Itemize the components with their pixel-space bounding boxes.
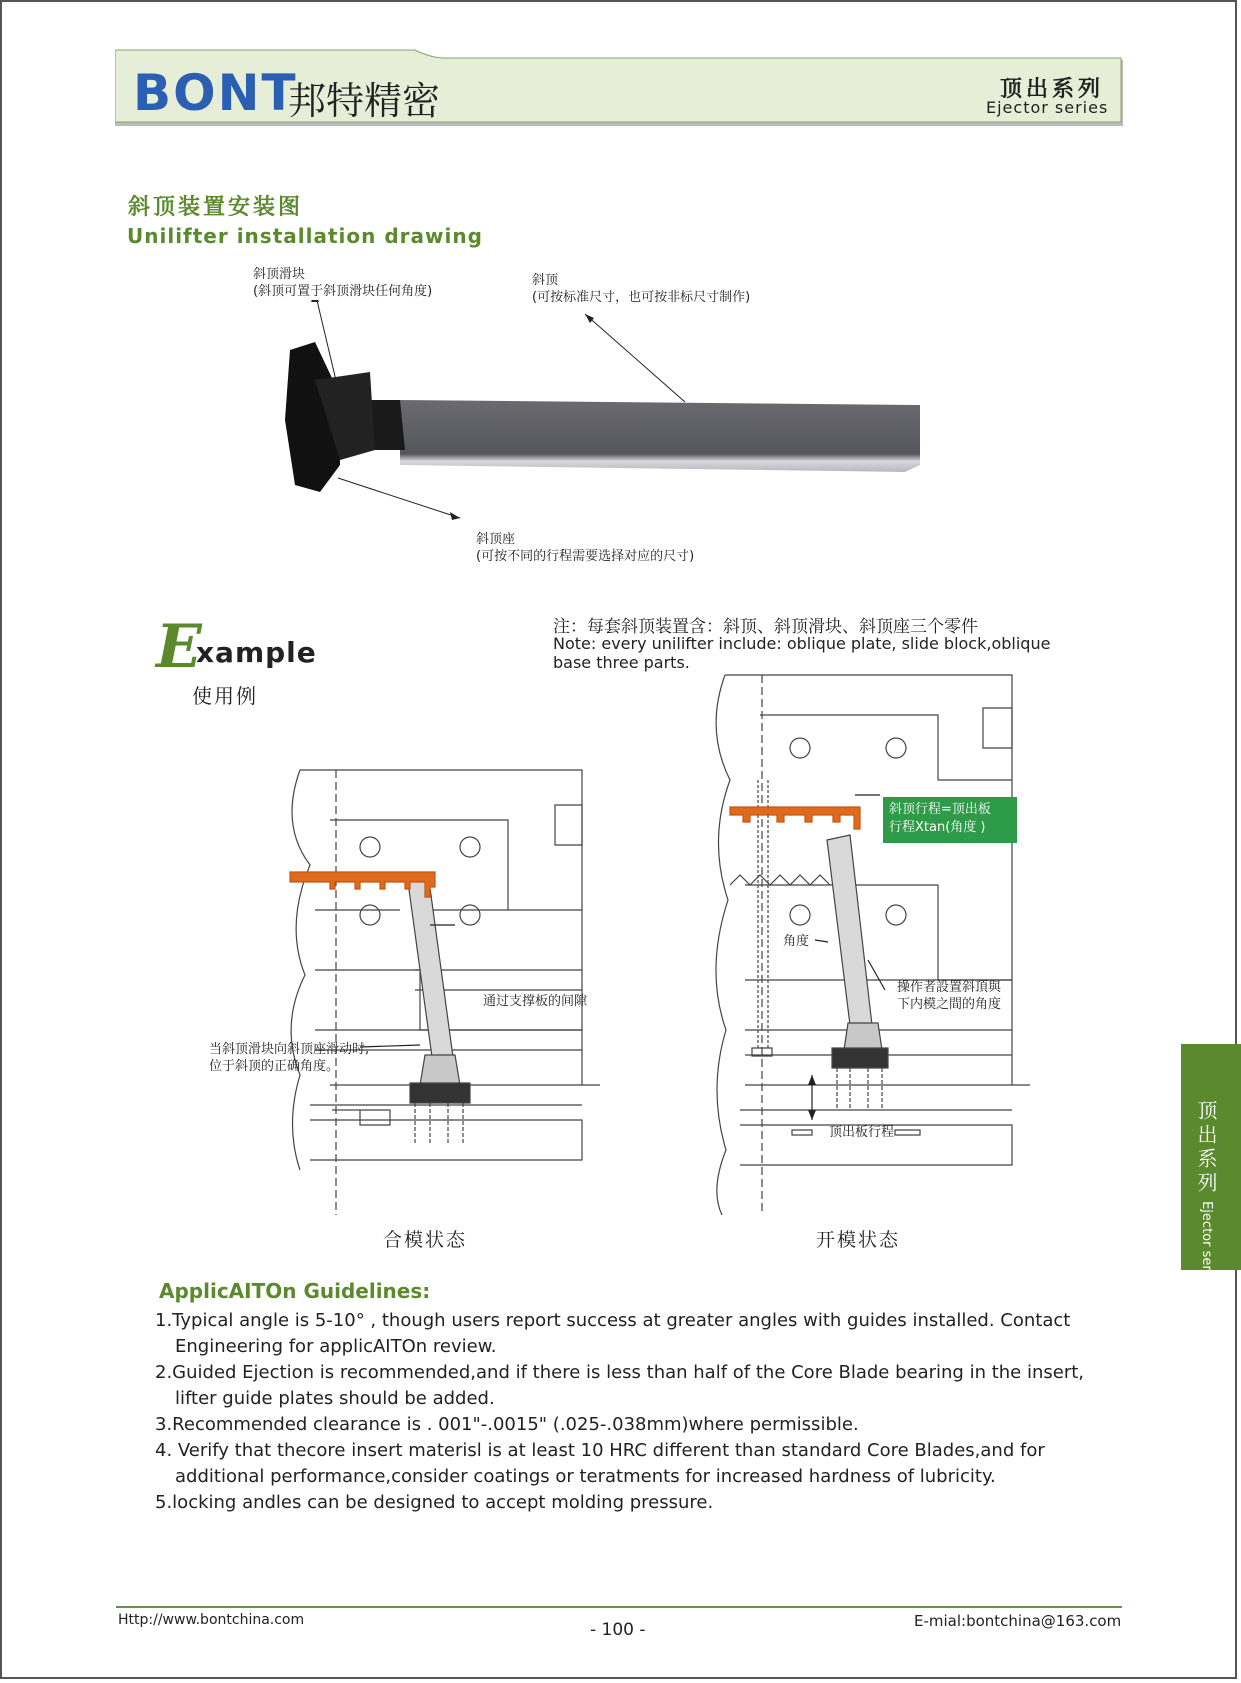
footer-url[interactable]: Http://www.bontchina.com bbox=[118, 1612, 305, 1628]
note-cn: 注：每套斜顶装置含：斜顶、斜顶滑块、斜顶座三个零件 bbox=[553, 617, 978, 637]
label-angle: 角度 bbox=[783, 934, 810, 949]
stroke-formula-2: 行程Xtan(角度 ) bbox=[889, 820, 986, 835]
callout-base-title: 斜顶座 bbox=[476, 532, 516, 547]
example-title-cn: 使用例 bbox=[192, 684, 258, 708]
section-title-cn: 斜顶装置安装图 bbox=[128, 195, 304, 220]
brand-name-cn: 邦特精密 bbox=[288, 79, 441, 123]
example-initial: E bbox=[156, 612, 202, 682]
callout-slide-block-desc: (斜顶可置于斜顶滑块任何角度) bbox=[253, 284, 433, 299]
section-title-en: Unilifter installation drawing bbox=[127, 224, 483, 248]
guideline-item: 5.locking andles can be designed to accept molding pressure. bbox=[155, 1492, 714, 1513]
footer-divider bbox=[116, 1606, 1122, 1608]
series-title-en: Ejector series bbox=[986, 98, 1109, 117]
callout-slide-block bbox=[253, 266, 432, 300]
label-correct-angle bbox=[209, 1041, 369, 1075]
guideline-item: 4. Verify that thecore insert materisl is at least 10 HRC different than standard Core Blades,and for additional performance,consider coatings or teratments for increased hardness of lubricity. bbox=[155, 1440, 1045, 1487]
series-title-cn: 顶出系列 bbox=[1000, 77, 1105, 102]
caption-closed-mold: 合模状态 bbox=[383, 1229, 468, 1251]
label-operator-angle-1: 操作者設置斜頂與 bbox=[897, 980, 1002, 995]
side-tab-cn: 顶出系列 bbox=[1194, 1100, 1218, 1196]
note-en: Note: every unilifter include: oblique plate, slide block,oblique base three parts. bbox=[553, 634, 1051, 672]
callout-lifter bbox=[532, 272, 750, 306]
guidelines-list bbox=[155, 1308, 1085, 1516]
callout-base bbox=[476, 531, 694, 565]
guideline-item: 1.Typical angle is 5-10° , though users report success at greater angles with guides installed. Contact Engineering for applicAITOn review. bbox=[155, 1310, 1071, 1357]
guideline-item: 3.Recommended clearance is . 001"-.0015" (.025-.038mm)where permissible. bbox=[155, 1414, 859, 1435]
guidelines-title: ApplicAITOn Guidelines: bbox=[159, 1279, 431, 1303]
label-operator-angle-2: 下内模之間的角度 bbox=[897, 997, 1002, 1012]
side-tab-text bbox=[1192, 1100, 1221, 1289]
stroke-formula-1: 斜顶行程=顶出板 bbox=[889, 802, 991, 817]
callout-slide-block-title: 斜顶滑块 bbox=[253, 267, 306, 282]
callout-lifter-desc: (可按标准尺寸，也可按非标尺寸制作) bbox=[532, 290, 751, 305]
unilifter-product-illustration bbox=[280, 300, 960, 530]
lifter-blade bbox=[400, 400, 920, 472]
label-correct-angle-1: 当斜顶滑块向斜顶座滑动时, bbox=[209, 1042, 370, 1057]
closed-mold-diagram bbox=[270, 765, 600, 1215]
side-tab-en: Ejector series bbox=[1199, 1201, 1214, 1290]
label-operator-angle bbox=[897, 979, 1001, 1013]
callout-lifter-title: 斜顶 bbox=[532, 273, 559, 288]
footer-email[interactable]: E-mial:bontchina@163.com bbox=[914, 1612, 1122, 1630]
label-support-gap: 通过支撑板的间隙 bbox=[483, 994, 588, 1009]
brand-logo: BONT bbox=[133, 64, 298, 122]
guideline-item: 2.Guided Ejection is recommended,and if there is less than half of the Core Blade bearing in the insert, lifter guide plates should be added. bbox=[155, 1362, 1085, 1409]
label-ejector-stroke: 顶出板行程 bbox=[829, 1125, 895, 1140]
callout-base-desc: (可按不同的行程需要选择对应的尺寸) bbox=[476, 549, 695, 564]
stroke-formula-box bbox=[883, 797, 1017, 843]
page-number: - 100 - bbox=[590, 1620, 646, 1640]
label-correct-angle-2: 位于斜顶的正确角度。 bbox=[209, 1059, 340, 1074]
example-title: xample bbox=[196, 636, 317, 669]
caption-open-mold: 开模状态 bbox=[816, 1229, 901, 1251]
